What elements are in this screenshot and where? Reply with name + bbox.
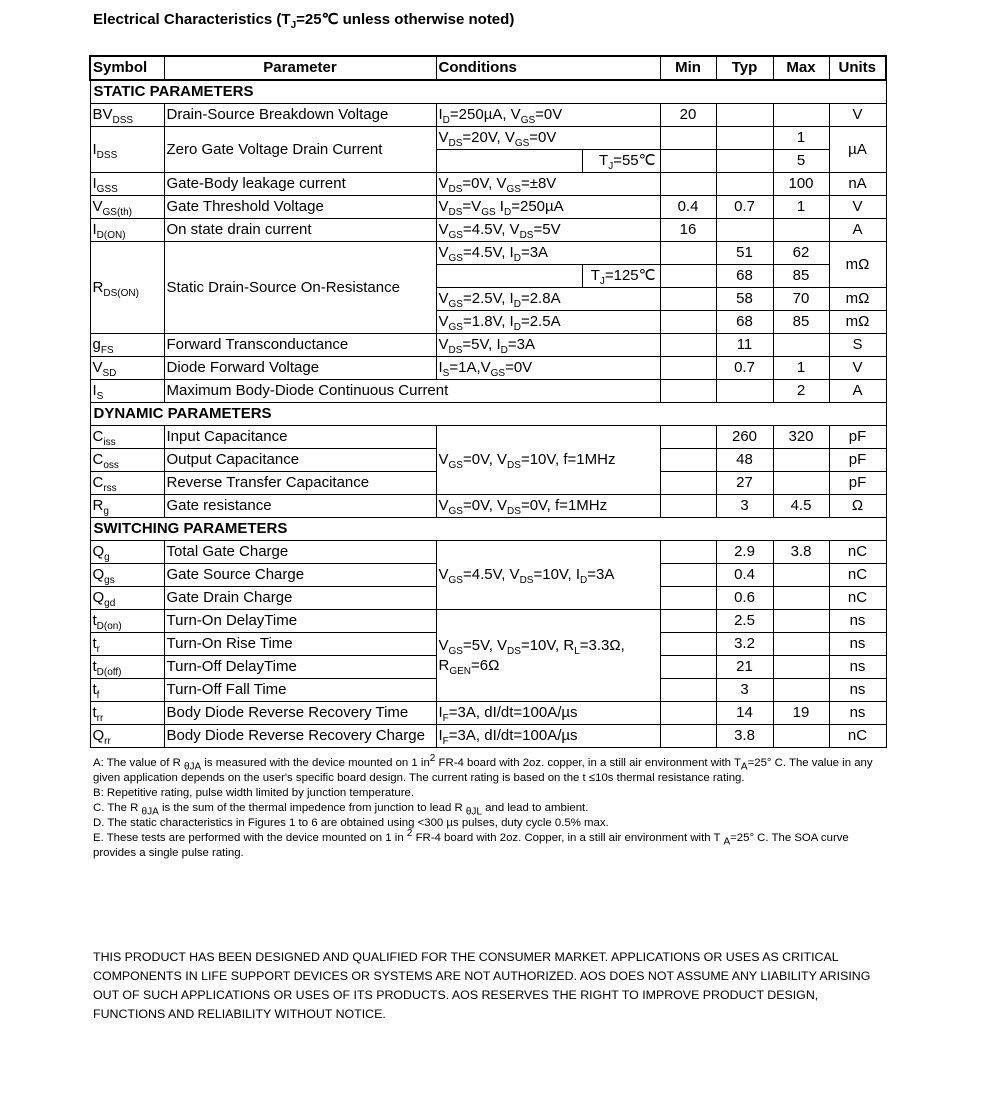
max-cell: 3.8 — [773, 541, 829, 564]
table-row — [90, 127, 886, 150]
section-switching: SWITCHING PARAMETERS — [90, 518, 886, 541]
electrical-characteristics-table — [89, 55, 887, 748]
table-row — [90, 219, 886, 242]
symbol-cell: $Q_{gd}$ — [90, 587, 164, 610]
typ-cell: 14 — [716, 702, 773, 725]
unit-cell: ns — [829, 656, 886, 679]
conditions-cell: $V_{GS}=0V$, $V_{DS}=10V$, f=1MHz — [436, 426, 660, 495]
table-row — [90, 495, 886, 518]
unit-cell: pF — [829, 449, 886, 472]
unit-cell: nC — [829, 564, 886, 587]
table-row — [90, 334, 886, 357]
footnote-c: C. The R $_{\theta JA}$ is the sum of the thermal impedence from junction to lead R $_{\theta JL}$ and lead to ambient. — [93, 802, 589, 818]
parameter-cell: Body Diode Reverse Recovery Charge — [164, 725, 436, 748]
conditions-cell: $T_J=125℃$ — [582, 265, 660, 288]
parameter-cell: Gate Source Charge — [164, 564, 436, 587]
symbol-cell: $V_{GS(th)}$ — [90, 196, 164, 219]
header-parameter: Parameter — [164, 56, 436, 80]
conditions-cell: $I_D=250\mu A$, $V_{GS}=0V$ — [436, 104, 660, 127]
parameter-cell: Gate resistance — [164, 495, 436, 518]
conditions-cell: $V_{DS}=0V$, $V_{GS}=\pm 8V$ — [436, 173, 660, 196]
min-cell: 20 — [660, 104, 716, 127]
max-cell: 4.5 — [773, 495, 829, 518]
table-row — [90, 357, 886, 380]
table-row — [90, 702, 886, 725]
typ-cell: 2.5 — [716, 610, 773, 633]
typ-cell: 0.7 — [716, 196, 773, 219]
symbol-cell: $BV_{DSS}$ — [90, 104, 164, 127]
typ-cell: 58 — [716, 288, 773, 311]
unit-cell: pF — [829, 426, 886, 449]
max-cell: 100 — [773, 173, 829, 196]
footnote-b: B: Repetitive rating, pulse width limited by junction temperature. — [93, 787, 414, 799]
symbol-cell: $C_{iss}$ — [90, 426, 164, 449]
section-dynamic: DYNAMIC PARAMETERS — [90, 403, 886, 426]
max-cell — [773, 104, 829, 127]
symbol-cell: $t_r$ — [90, 633, 164, 656]
footnote-e: E. These tests are performed with the device mounted on 1 in $^2$ FR-4 board with 2oz. Copper, in a still air environment with T $_A$=25° C. The SOA curve provides a single pulse rating. — [93, 828, 849, 859]
parameter-cell: Gate Drain Charge — [164, 587, 436, 610]
table-row — [90, 725, 886, 748]
table-row — [90, 541, 886, 564]
max-cell: 85 — [773, 265, 829, 288]
header-min: Min — [660, 56, 716, 80]
page-title: Electrical Characteristics ($T_J=25℃$ unless otherwise noted) — [93, 11, 515, 31]
conditions-cell: $V_{DS}=20V$, $V_{GS}=0V$ — [436, 127, 660, 150]
max-cell: 19 — [773, 702, 829, 725]
parameter-cell: Turn-Off Fall Time — [164, 679, 436, 702]
footnote-d: D. The static characteristics in Figures 1 to 6 are obtained using <300 µs pulses, duty cycle 0.5% max. — [93, 817, 609, 829]
parameter-cell: Diode Forward Voltage — [164, 357, 436, 380]
symbol-cell: $t_f$ — [90, 679, 164, 702]
max-cell: 5 — [773, 150, 829, 173]
unit-cell: nC — [829, 541, 886, 564]
unit-cell: ns — [829, 679, 886, 702]
typ-cell — [716, 127, 773, 150]
conditions-cell: $V_{DS}=V_{GS}$ $I_D=250\mu A$ — [436, 196, 660, 219]
symbol-cell: $R_g$ — [90, 495, 164, 518]
table-row — [90, 380, 886, 403]
header-conditions: Conditions — [436, 56, 660, 80]
symbol-cell: $t_{D(on)}$ — [90, 610, 164, 633]
typ-cell: 0.6 — [716, 587, 773, 610]
parameter-cell: Zero Gate Voltage Drain Current — [164, 127, 436, 173]
conditions-cell: $V_{DS}=5V$, $I_D=3A$ — [436, 334, 660, 357]
table-row — [90, 104, 886, 127]
unit-cell: nC — [829, 587, 886, 610]
min-cell: 16 — [660, 219, 716, 242]
parameter-cell: Drain-Source Breakdown Voltage — [164, 104, 436, 127]
typ-cell: 68 — [716, 311, 773, 334]
table-row — [90, 426, 886, 449]
unit-cell: ns — [829, 633, 886, 656]
parameter-cell: On state drain current — [164, 219, 436, 242]
parameter-cell: Static Drain-Source On-Resistance — [164, 242, 436, 334]
parameter-cell: Forward Transconductance — [164, 334, 436, 357]
min-cell — [660, 127, 716, 150]
parameter-cell: Body Diode Reverse Recovery Time — [164, 702, 436, 725]
typ-cell: 21 — [716, 656, 773, 679]
table-row — [90, 242, 886, 265]
max-cell: 70 — [773, 288, 829, 311]
max-cell: 85 — [773, 311, 829, 334]
symbol-cell: $Q_g$ — [90, 541, 164, 564]
unit-cell: ns — [829, 610, 886, 633]
section-static: STATIC PARAMETERS — [90, 80, 886, 104]
conditions-cell: $I_S=1A,V_{GS}=0V$ — [436, 357, 660, 380]
conditions-cell: $V_{GS}=5V$, $V_{DS}=10V$, $R_L=3.3\Omega$, $R_{GEN}=6\Omega$ — [436, 610, 660, 702]
unit-cell: ns — [829, 702, 886, 725]
parameter-cell: Turn-On DelayTime — [164, 610, 436, 633]
unit-cell: A — [829, 219, 886, 242]
symbol-cell: $Q_{gs}$ — [90, 564, 164, 587]
unit-cell: mΩ — [829, 311, 886, 334]
max-cell: 1 — [773, 357, 829, 380]
parameter-cell: Input Capacitance — [164, 426, 436, 449]
unit-cell: mΩ — [829, 288, 886, 311]
symbol-cell: $C_{rss}$ — [90, 472, 164, 495]
parameter-cell: Reverse Transfer Capacitance — [164, 472, 436, 495]
conditions-cell: $I_F=3A$, dI/dt=100A/µs — [436, 725, 660, 748]
unit-cell: A — [829, 380, 886, 403]
header-units: Units — [829, 56, 886, 80]
table-row — [90, 173, 886, 196]
unit-cell: nC — [829, 725, 886, 748]
conditions-cell: $V_{GS}=2.5V$, $I_D=2.8A$ — [436, 288, 660, 311]
symbol-cell: $I_S$ — [90, 380, 164, 403]
typ-cell — [716, 150, 773, 173]
unit-cell: V — [829, 196, 886, 219]
typ-cell: 0.7 — [716, 357, 773, 380]
typ-cell: 51 — [716, 242, 773, 265]
typ-cell: 11 — [716, 334, 773, 357]
max-cell: 1 — [773, 127, 829, 150]
header-row — [90, 56, 886, 80]
symbol-cell: $I_{D(ON)}$ — [90, 219, 164, 242]
header-typ: Typ — [716, 56, 773, 80]
parameter-cell: Turn-On Rise Time — [164, 633, 436, 656]
symbol-cell: $Q_{rr}$ — [90, 725, 164, 748]
conditions-cell: $V_{GS}=4.5V$, $V_{DS}=10V$, $I_D=3A$ — [436, 541, 660, 610]
unit-cell: µA — [829, 127, 886, 173]
typ-cell: 3.8 — [716, 725, 773, 748]
symbol-cell: $I_{GSS}$ — [90, 173, 164, 196]
unit-cell: mΩ — [829, 242, 886, 288]
unit-cell: nA — [829, 173, 886, 196]
symbol-cell: $g_{FS}$ — [90, 334, 164, 357]
typ-cell: 68 — [716, 265, 773, 288]
typ-cell: 48 — [716, 449, 773, 472]
parameter-cell: Total Gate Charge — [164, 541, 436, 564]
symbol-cell: $t_{rr}$ — [90, 702, 164, 725]
disclaimer: THIS PRODUCT HAS BEEN DESIGNED AND QUALIFIED FOR THE CONSUMER MARKET. APPLICATIONS OR USES AS CRITICAL COMPONENTS IN LIFE SUPPORT DEVICES OR SYSTEMS ARE NOT AUTHORIZED. AOS DOES NOT ASSUME ANY LIABILITY ARISING OUT OF SUCH APPLICATIONS OR USES OF ITS PRODUCTS. AOS RESERVES THE RIGHT TO IMPROVE PRODUCT DESIGN, FUNCTIONS AND RELIABILITY WITHOUT NOTICE. — [93, 950, 871, 1021]
unit-cell: V — [829, 104, 886, 127]
unit-cell: V — [829, 357, 886, 380]
conditions-cell: $I_F=3A$, dI/dt=100A/µs — [436, 702, 660, 725]
conditions-cell: $V_{GS}=0V$, $V_{DS}=0V$, f=1MHz — [436, 495, 660, 518]
conditions-cell: $V_{GS}=1.8V$, $I_D=2.5A$ — [436, 311, 660, 334]
header-max: Max — [773, 56, 829, 80]
typ-cell: 0.4 — [716, 564, 773, 587]
typ-cell: 3 — [716, 679, 773, 702]
parameter-cell: Gate Threshold Voltage — [164, 196, 436, 219]
max-cell: 62 — [773, 242, 829, 265]
unit-cell: pF — [829, 472, 886, 495]
footnotes — [93, 753, 883, 861]
symbol-cell: $V_{SD}$ — [90, 357, 164, 380]
unit-cell: S — [829, 334, 886, 357]
table-row — [90, 196, 886, 219]
max-cell: 2 — [773, 380, 829, 403]
conditions-cell: $V_{GS}=4.5V$, $I_D=3A$ — [436, 242, 660, 265]
typ-cell: 3 — [716, 495, 773, 518]
typ-cell — [716, 104, 773, 127]
table-row — [90, 610, 886, 633]
conditions-cell: $V_{GS}=4.5V$, $V_{DS}=5V$ — [436, 219, 660, 242]
max-cell: 320 — [773, 426, 829, 449]
parameter-cell: Gate-Body leakage current — [164, 173, 436, 196]
symbol-cell: $I_{DSS}$ — [90, 127, 164, 173]
symbol-cell: $R_{DS(ON)}$ — [90, 242, 164, 334]
footnote-a: A: The value of R $_{\theta JA}$ is measured with the device mounted on 1 $in^2$ FR-4 board with 2oz. copper, in a still air environment with $T_A=25^\circ$ C. The value in any given application depends on the user's specific board design. The current rating is based on the t ≤10s thermal resistance rating. — [93, 753, 873, 784]
typ-cell: 27 — [716, 472, 773, 495]
min-cell: 0.4 — [660, 196, 716, 219]
max-cell: 1 — [773, 196, 829, 219]
parameter-cell: Maximum Body-Diode Continuous Current — [164, 380, 660, 403]
header-symbol: Symbol — [90, 56, 164, 80]
typ-cell: 3.2 — [716, 633, 773, 656]
typ-cell: 2.9 — [716, 541, 773, 564]
symbol-cell: $C_{oss}$ — [90, 449, 164, 472]
typ-cell: 260 — [716, 426, 773, 449]
parameter-cell: Turn-Off DelayTime — [164, 656, 436, 679]
symbol-cell: $t_{D(off)}$ — [90, 656, 164, 679]
parameter-cell: Output Capacitance — [164, 449, 436, 472]
unit-cell: Ω — [829, 495, 886, 518]
conditions-cell: $T_J=55℃$ — [582, 150, 660, 173]
min-cell — [660, 150, 716, 173]
